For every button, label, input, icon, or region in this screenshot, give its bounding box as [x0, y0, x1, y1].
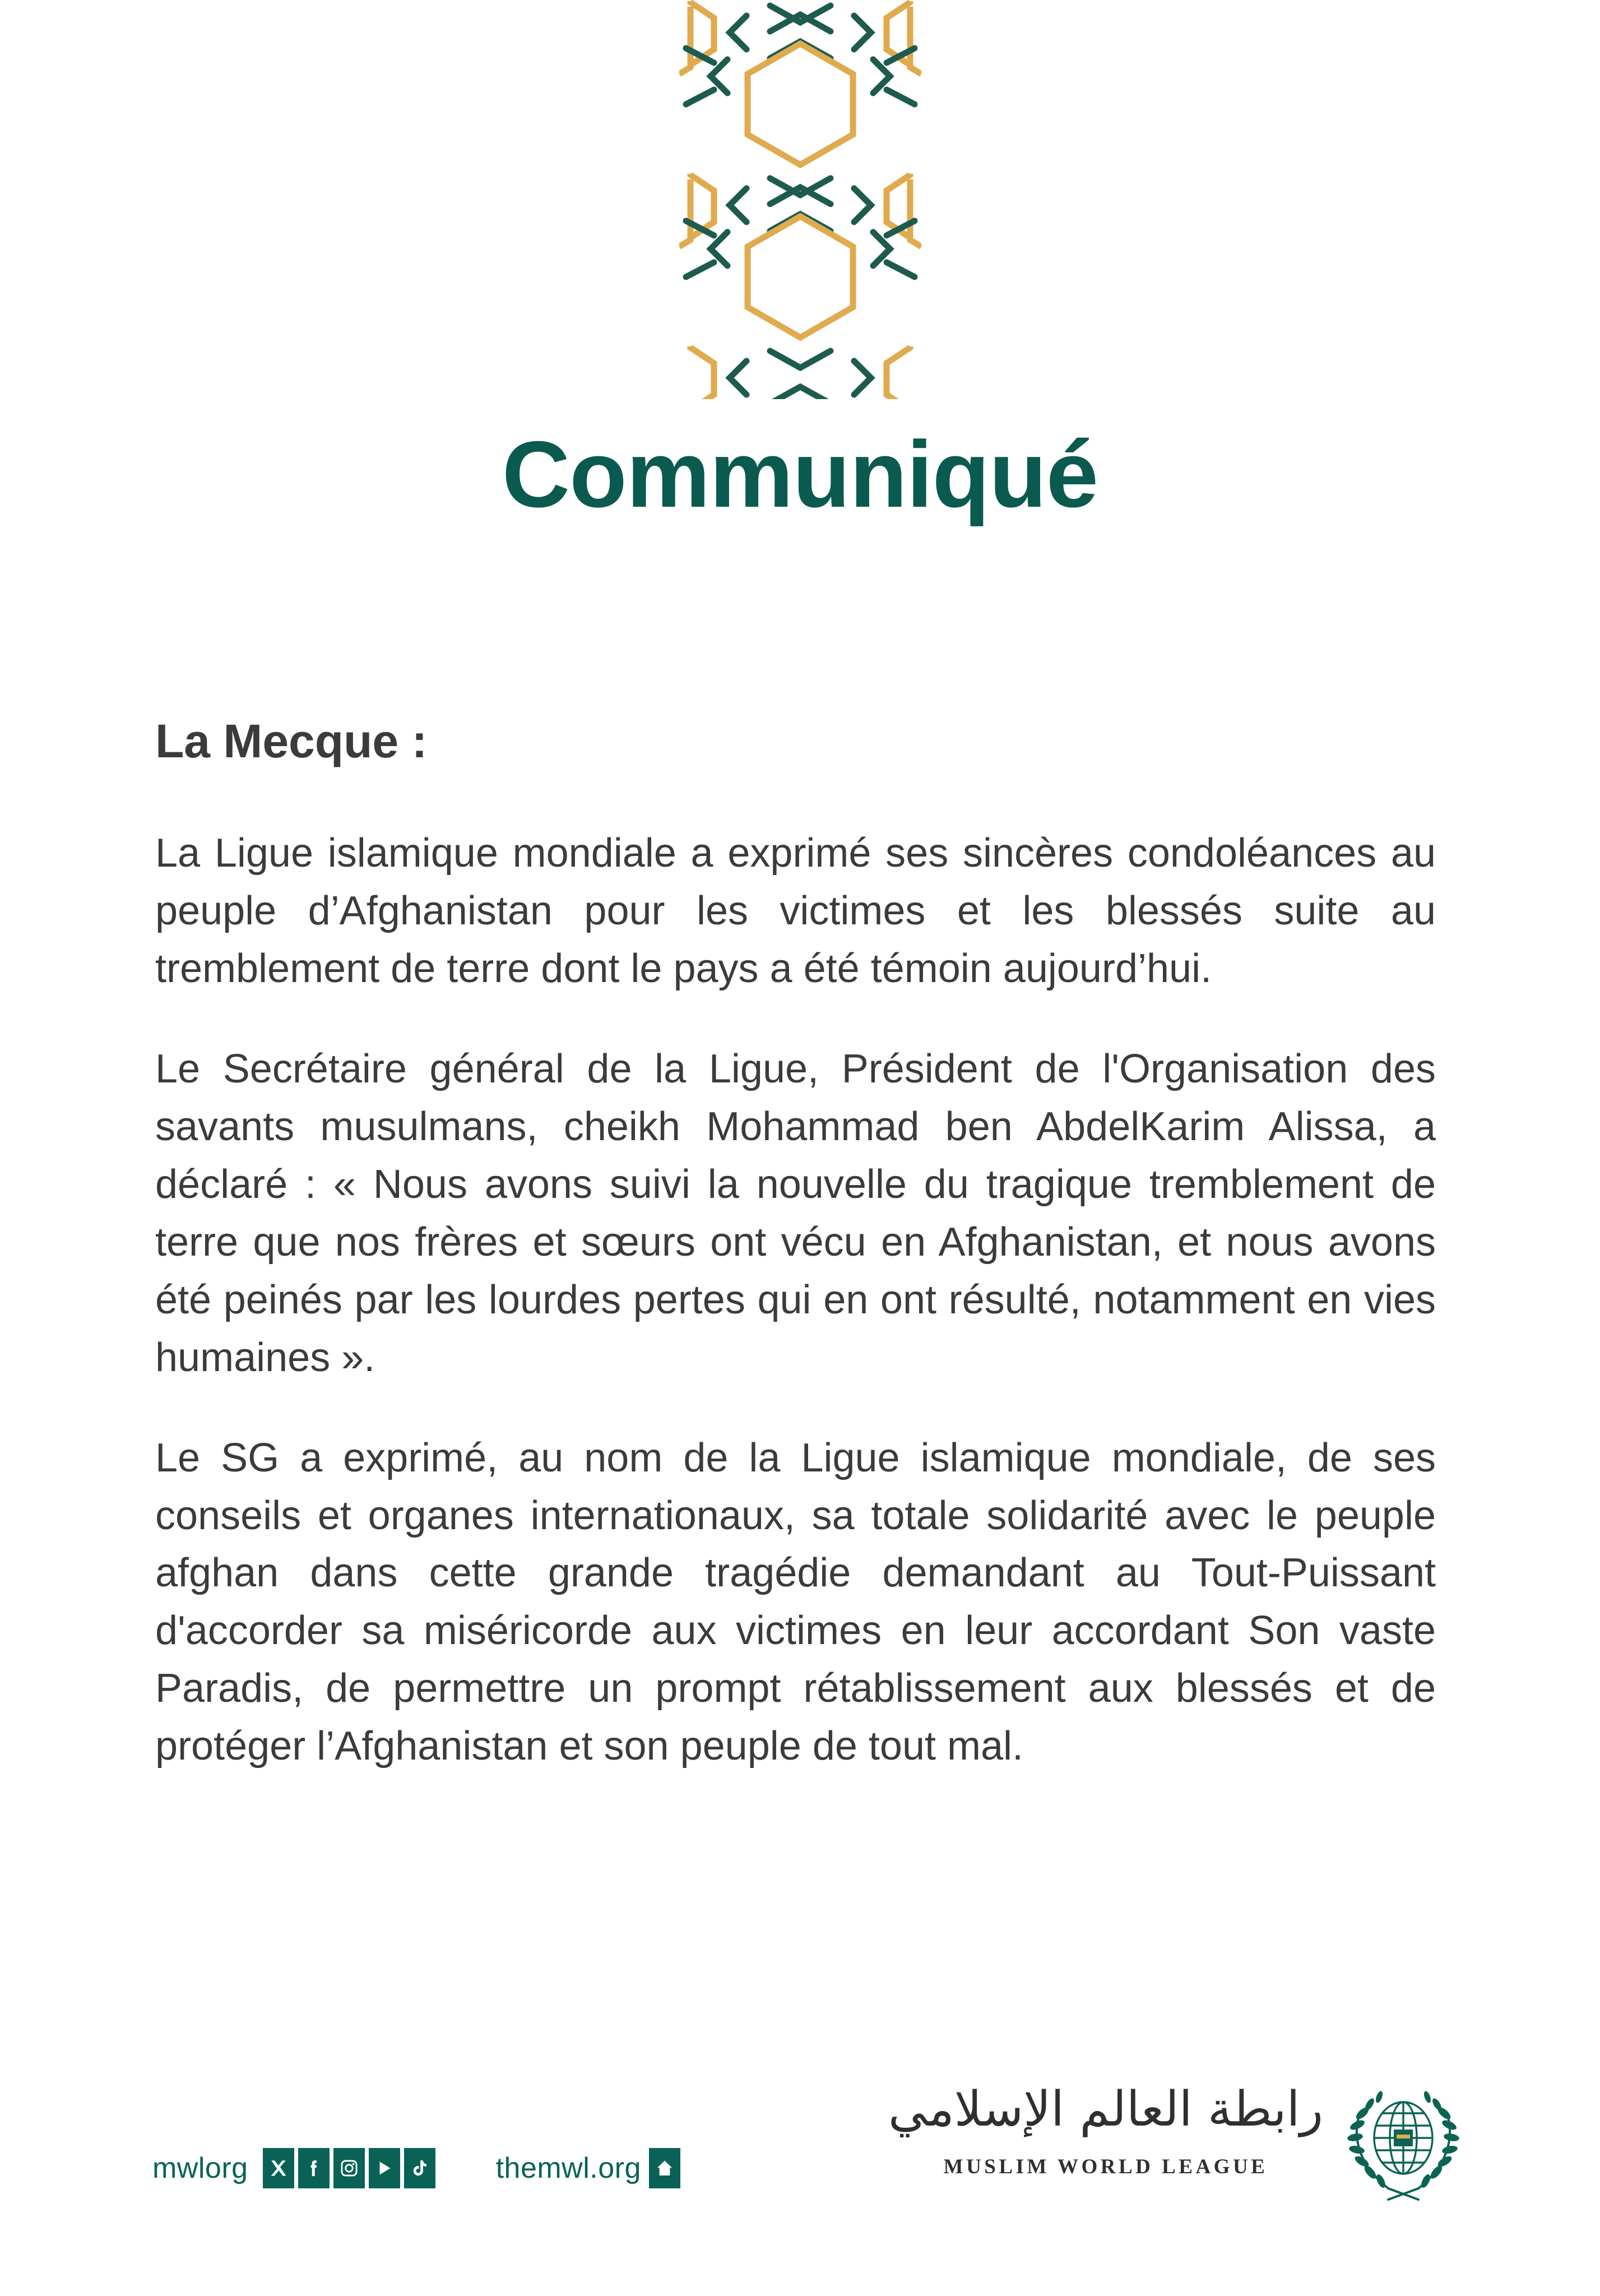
- instagram-icon[interactable]: [333, 2148, 365, 2188]
- social-icon-row: [263, 2148, 435, 2188]
- paragraph-2: Le Secrétaire général de la Ligue, Président de l'Organisation des savants musulmans, cheikh Mohammad ben AbdelKarim Alissa, a déclaré : « Nous avons suivi la nouvelle du tragique tremblement de terre que nos frères et sœurs ont vécu en Afghanistan, et nous avons été peinés par les lourdes pertes qui en ont résulté, notamment en vies humaines ».: [155, 1046, 1436, 1380]
- logo-wordmark: [888, 2072, 1323, 2179]
- tiktok-icon[interactable]: [404, 2148, 435, 2188]
- footer-social-bar: [152, 2148, 680, 2188]
- home-icon[interactable]: [649, 2148, 680, 2188]
- logo-arabic-calligraphy: رابطة العالم الإسلامي: [888, 2081, 1323, 2137]
- document-body: [155, 712, 1436, 1775]
- logo-latin-name: MUSLIM WORLD LEAGUE: [943, 2155, 1268, 2178]
- youtube-icon[interactable]: [369, 2148, 400, 2188]
- website-group: [496, 2148, 680, 2188]
- ornamental-header-pattern: [679, 0, 921, 399]
- globe-laurel-emblem-icon: [1340, 2072, 1467, 2210]
- dateline-heading: La Mecque :: [155, 715, 428, 767]
- paragraph-1: La Ligue islamique mondiale a exprimé ses sincères condoléances au peuple d’Afghanistan pour les victimes et les blessés suite au tremblement de terre dont le pays a été témoin aujourd’hui.: [155, 831, 1436, 991]
- ornament-svg: [679, 0, 921, 399]
- mwl-logo: [888, 2072, 1467, 2210]
- paragraph-3: Le SG a exprimé, au nom de la Ligue islamique mondiale, de ses conseils et organes internationaux, sa totale solidarité avec le peuple afghan dans cette grande tragédie demandant au Tout-Puissant d'accorder sa miséricorde aux victimes en leur accordant Son vaste Paradis, de permettre un prompt rétablissement aux blessés et de protéger l’Afghanistan et son peuple de tout mal.: [155, 1435, 1436, 1769]
- facebook-icon[interactable]: [298, 2148, 330, 2188]
- website-label: themwl.org: [495, 2152, 641, 2184]
- page-title: Communiqué: [502, 422, 1098, 527]
- social-handle-label: mwlorg: [152, 2152, 248, 2184]
- x-twitter-icon[interactable]: [263, 2148, 294, 2188]
